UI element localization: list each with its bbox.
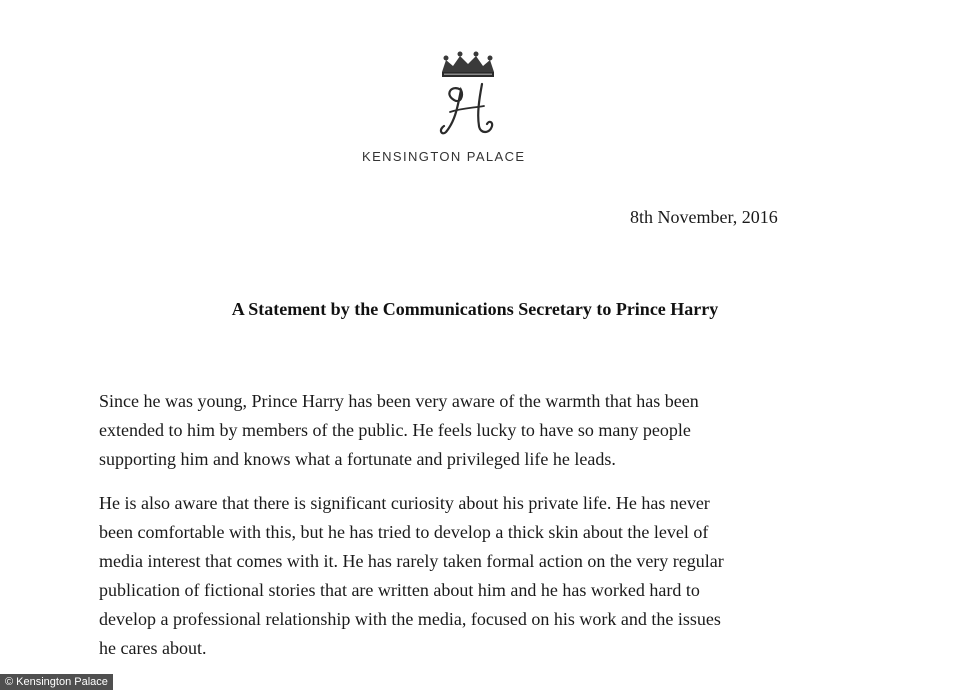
paragraph-line: media interest that comes with it. He has rarely taken formal action on the very regular [99,551,724,571]
paragraph-line: He is also aware that there is significant curiosity about his private life. He has never [99,493,710,513]
paragraph-line: Since he was young, Prince Harry has been very aware of the warmth that has been [99,391,699,411]
paragraph-line: extended to him by members of the public. He feels lucky to have so many people [99,420,691,440]
paragraph-line: publication of fictional stories that are written about him and he has worked hard to [99,580,700,600]
photo-credit-badge: © Kensington Palace [0,674,113,690]
paragraph-1 [99,387,869,474]
crowned-h-cypher-icon [430,50,506,142]
paragraph-line: been comfortable with this, but he has tried to develop a thick skin about the level of [99,522,709,542]
paragraph-line: he cares about. [99,638,207,658]
statement-date: 8th November, 2016 [630,207,778,227]
letterhead-organization: KENSINGTON PALACE [362,149,526,164]
statement-body [99,387,869,678]
paragraph-line: develop a professional relationship with the media, focused on his work and the issues [99,609,721,629]
statement-title: A Statement by the Communications Secretary to Prince Harry [231,299,719,319]
paragraph-2 [99,489,869,663]
paragraph-line: supporting him and knows what a fortunate and privileged life he leads. [99,449,616,469]
